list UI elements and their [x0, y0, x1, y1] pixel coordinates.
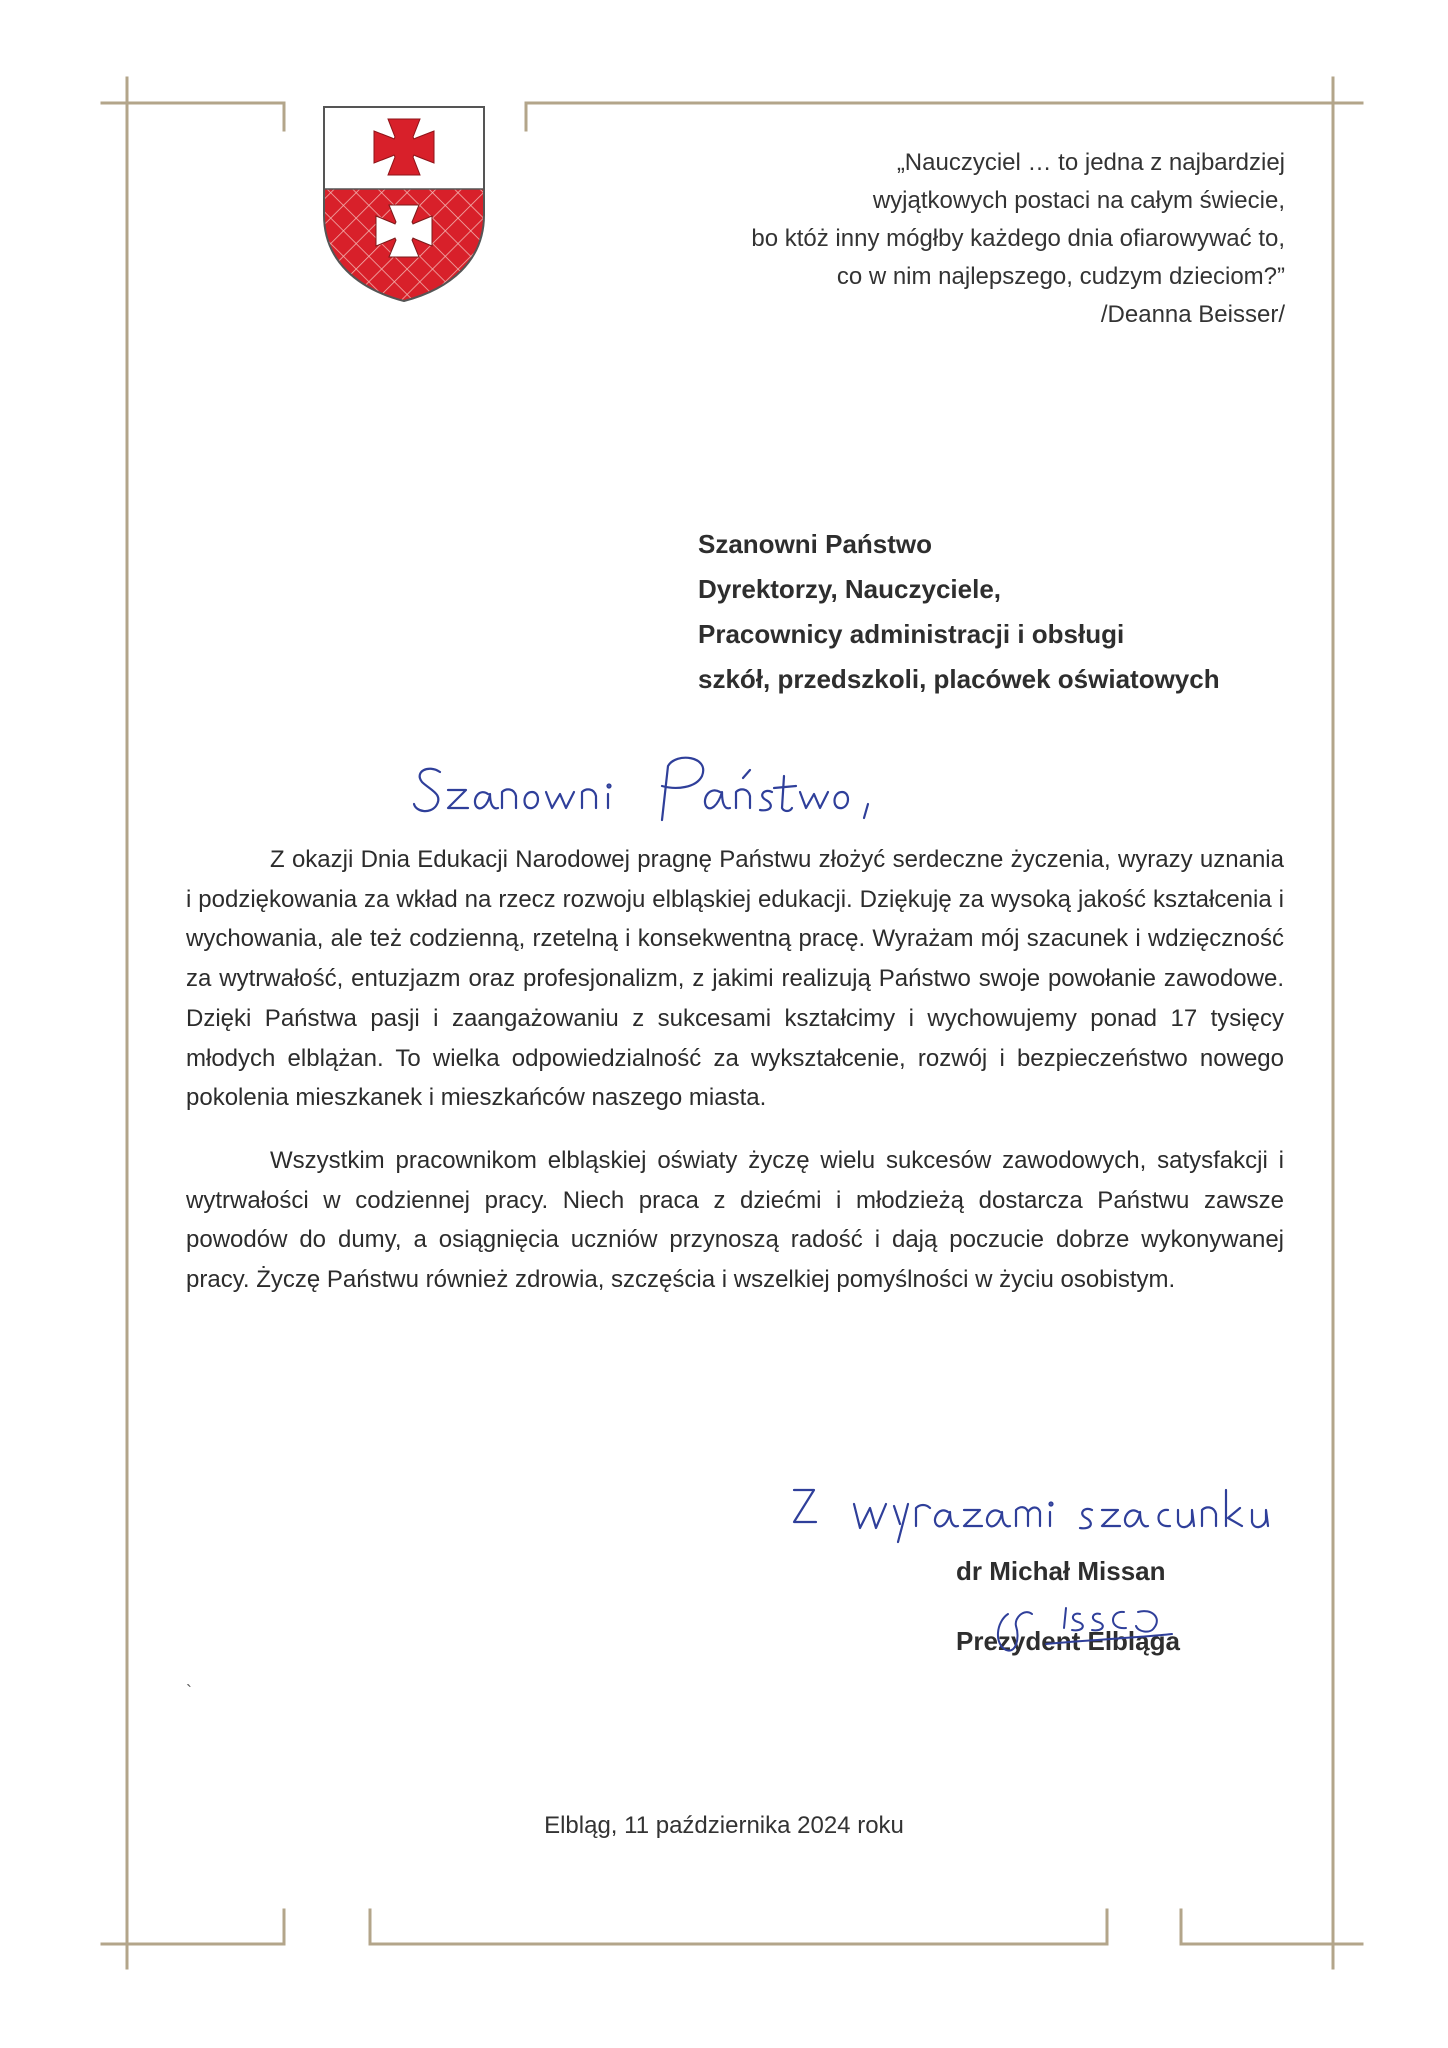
signer-name: dr Michał Missan	[956, 1556, 1166, 1586]
addressee-block	[698, 522, 1338, 702]
letter-body	[186, 840, 1284, 1323]
handwritten-signature	[986, 1578, 1176, 1658]
handwritten-closing	[780, 1470, 1330, 1550]
opening-quote	[585, 144, 1285, 334]
handwritten-greeting	[410, 742, 1020, 832]
addressee-line: Pracownicy administracji i obsługi	[698, 619, 1125, 649]
body-paragraph: Wszystkim pracownikom elbląskiej oświaty życzę wielu sukcesów zawodowych, satysfakcji i wytrwałości w codziennej pracy. Niech praca z dziećmi i młodzieżą dostarcza Państwu zawsze powodów do dumy, a osiągnięcia uczniów przynoszą radość i dają poczucie dobrze wykonywanej pracy. Życzę Państwu również zdrowia, szczęścia i wszelkiej pomyślności w życiu osobistym.	[186, 1146, 1284, 1294]
quote-line: „Nauczyciel … to jedna z najbardziej	[896, 149, 1285, 176]
signer-role: Prezydent Elbląga	[956, 1626, 1180, 1656]
quote-line: co w nim najlepszego, cudzym dzieciom?”	[836, 263, 1285, 290]
elblag-coat-of-arms-icon	[318, 103, 490, 303]
addressee-line: Dyrektorzy, Nauczyciele,	[698, 574, 1001, 604]
body-paragraph: Z okazji Dnia Edukacji Narodowej pragnę Państwu złożyć serdeczne życzenia, wyrazy uznania i podziękowania za wkład na rzecz rozwoju elbląskiej edukacji. Dziękuję za wysoką jakość kształcenia i wychowania, ale też codzienną, rzetelną i konsekwentną pracę. Wyrażam mój szacunek i wdzięczność za wytrwałość, entuzjazm oraz profesjonalizm, z jakimi realizują Państwo swoje powołanie zawodowe. Dzięki Państwa pasji i zaangażowaniu z sukcesami kształcimy i wychowujemy ponad 17 tysięcy młodych elblążan. To wielka odpowiedzialność za wykształcenie, rozwój i bezpieczeństwo nowego pokolenia mieszkanek i mieszkańców naszego miasta.	[186, 846, 1284, 1112]
addressee-line: Szanowni Państwo	[698, 529, 933, 559]
quote-author: /Deanna Beisser/	[1100, 301, 1285, 328]
stray-mark: `	[186, 1682, 192, 1702]
addressee-line: szkół, przedszkoli, placówek oświatowych	[698, 664, 1220, 694]
quote-line: wyjątkowych postaci na całym świecie,	[872, 187, 1285, 214]
quote-line: bo któż inny mógłby każdego dnia ofiarowywać to,	[751, 225, 1285, 252]
place-date: Elbląg, 11 października 2024 roku	[544, 1812, 904, 1839]
